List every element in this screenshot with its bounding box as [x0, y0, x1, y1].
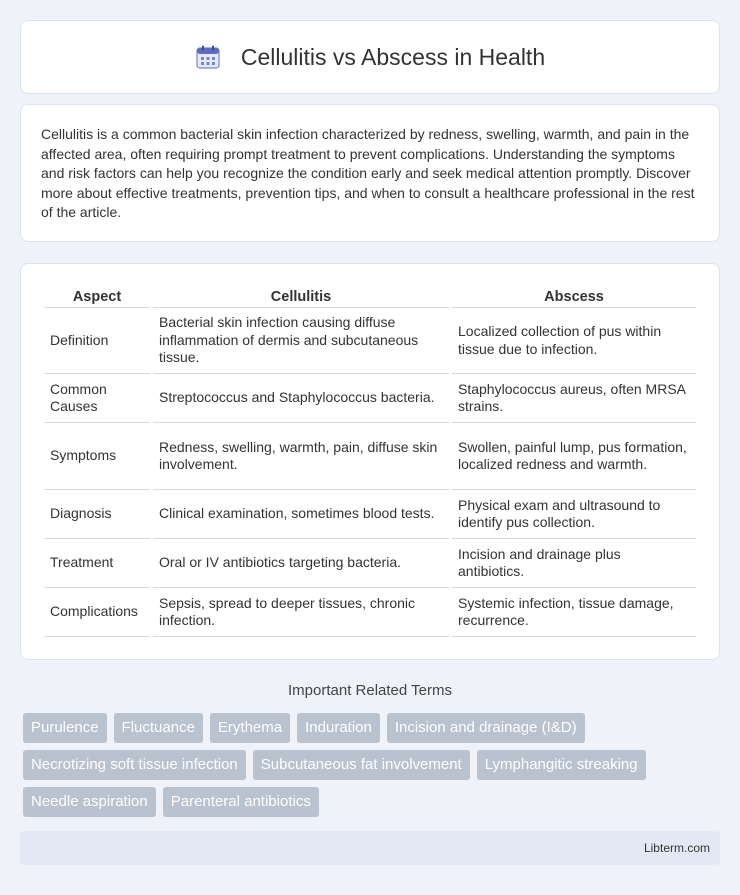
row-cellulitis: Redness, swelling, warmth, pain, diffuse skin involvement.	[153, 423, 449, 490]
table-row	[44, 588, 696, 637]
row-aspect: Common Causes	[44, 374, 150, 423]
row-abscess: Systemic infection, tissue damage, recurrence.	[452, 588, 696, 637]
table-row	[44, 539, 696, 588]
row-abscess: Staphylococcus aureus, often MRSA strains.	[452, 374, 696, 423]
comparison-table-card	[20, 263, 720, 660]
term-tag[interactable]: Fluctuance	[114, 713, 203, 743]
column-header-abscess: Abscess	[452, 284, 696, 308]
table-header-row	[44, 284, 696, 308]
page-header	[20, 20, 720, 94]
row-aspect: Diagnosis	[44, 490, 150, 539]
related-terms-list	[23, 713, 723, 824]
term-tag[interactable]: Incision and drainage (I&D)	[387, 713, 585, 743]
row-cellulitis: Oral or IV antibiotics targeting bacteria.	[153, 539, 449, 588]
term-tag[interactable]: Induration	[297, 713, 380, 743]
calendar-icon	[195, 44, 221, 70]
term-tag[interactable]: Purulence	[23, 713, 107, 743]
row-abscess: Localized collection of pus within tissue due to infection.	[452, 308, 696, 374]
table-row	[44, 374, 696, 423]
term-tag[interactable]: Needle aspiration	[23, 787, 156, 817]
row-cellulitis: Sepsis, spread to deeper tissues, chronic infection.	[153, 588, 449, 637]
row-aspect: Complications	[44, 588, 150, 637]
table-row	[44, 423, 696, 490]
term-tag[interactable]: Necrotizing soft tissue infection	[23, 750, 246, 780]
row-cellulitis: Streptococcus and Staphylococcus bacteria.	[153, 374, 449, 423]
row-cellulitis: Clinical examination, sometimes blood tests.	[153, 490, 449, 539]
row-aspect: Symptoms	[44, 423, 150, 490]
comparison-table	[41, 284, 699, 637]
table-row	[44, 308, 696, 374]
column-header-cellulitis: Cellulitis	[153, 284, 449, 308]
footer-site-link[interactable]: Libterm.com	[643, 841, 710, 855]
row-aspect: Treatment	[44, 539, 150, 588]
column-header-aspect: Aspect	[44, 284, 150, 308]
row-abscess: Physical exam and ultrasound to identify pus collection.	[452, 490, 696, 539]
row-cellulitis: Bacterial skin infection causing diffuse inflammation of dermis and subcutaneous tissue.	[153, 308, 449, 374]
row-aspect: Definition	[44, 308, 150, 374]
page-title: Cellulitis vs Abscess in Health	[240, 43, 546, 70]
intro-section	[20, 104, 720, 242]
table-row	[44, 490, 696, 539]
row-abscess: Swollen, painful lump, pus formation, localized redness and warmth.	[452, 423, 696, 490]
term-tag[interactable]: Erythema	[210, 713, 290, 743]
related-terms-title: Important Related Terms	[288, 682, 452, 699]
term-tag[interactable]: Subcutaneous fat involvement	[253, 750, 470, 780]
footer	[20, 831, 720, 865]
term-tag[interactable]: Lymphangitic streaking	[477, 750, 646, 780]
term-tag[interactable]: Parenteral antibiotics	[163, 787, 319, 817]
intro-text: Cellulitis is a common bacterial skin infection characterized by redness, swelling, warmth, and pain in the affected area, often requiring prompt treatment to prevent complications. Understanding the symptoms and risk factors can help you recognize the condition early and seek medical attention promptly. Discover more about effective treatments, prevention tips, and when to consult a healthcare professional in the rest of the article.	[41, 126, 695, 220]
row-abscess: Incision and drainage plus antibiotics.	[452, 539, 696, 588]
